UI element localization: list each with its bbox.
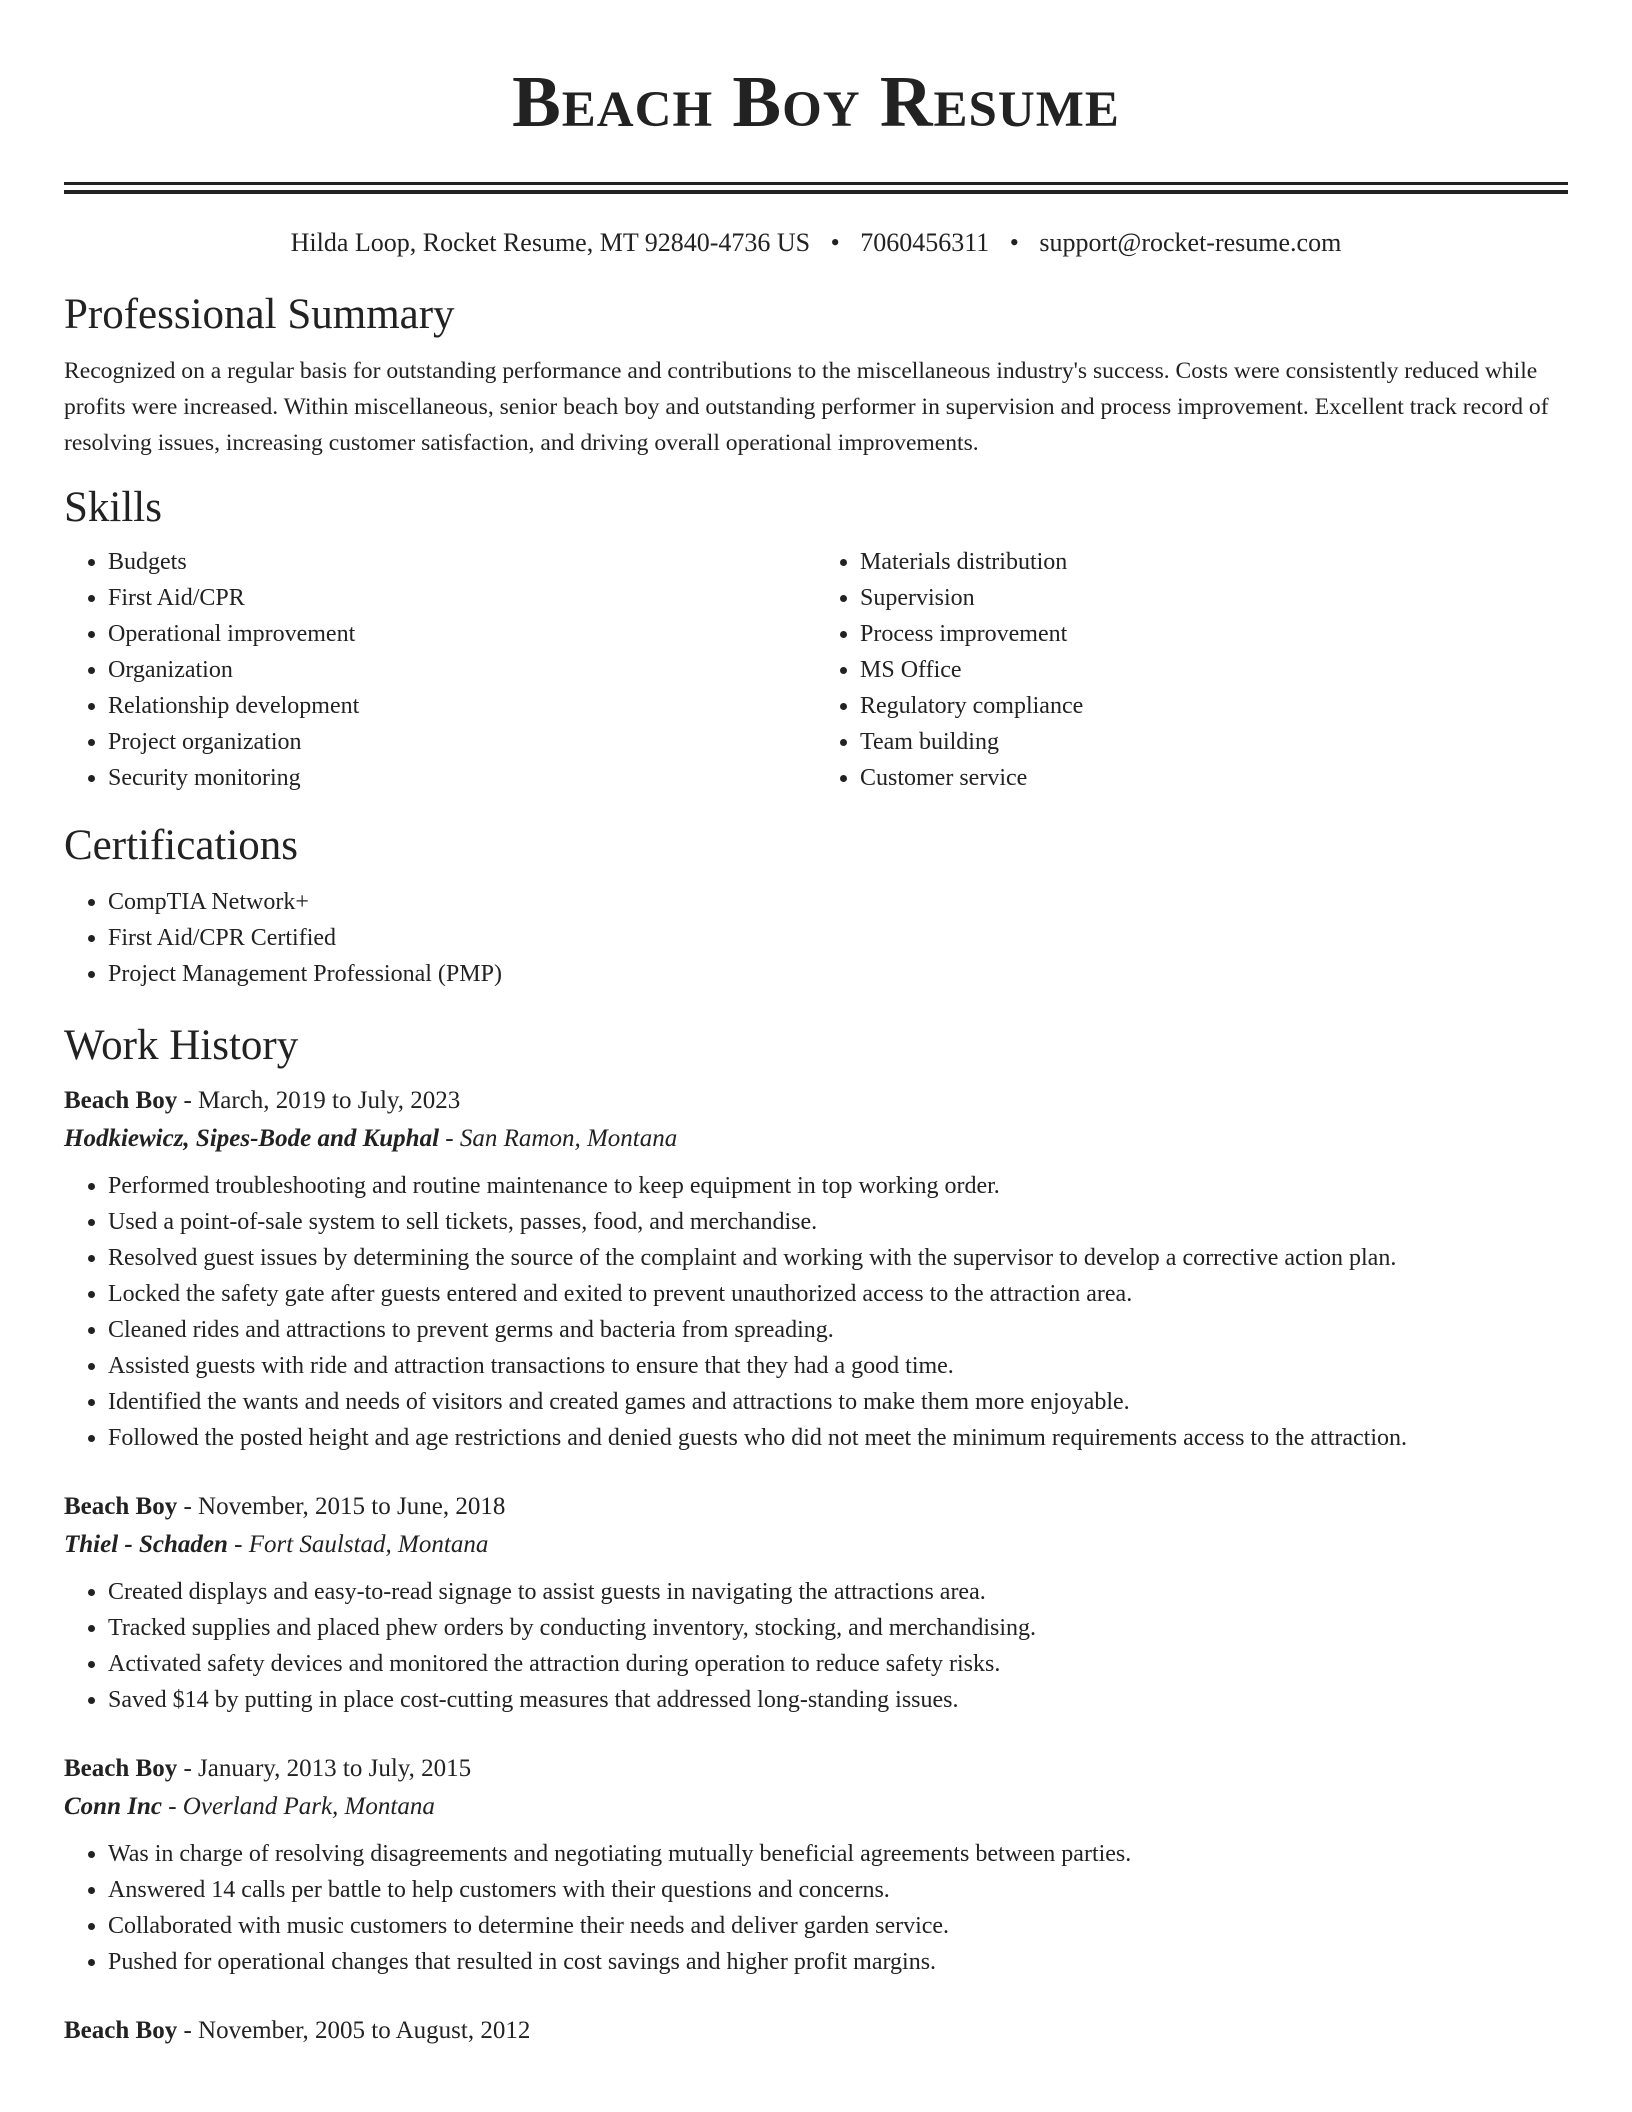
job-bullets [64, 1836, 1568, 1980]
skill-item: • Security monitoring [108, 760, 816, 796]
job-title: Beach Boy [64, 1755, 178, 1782]
work-history-jobs [64, 1082, 1568, 2050]
header-double-rule [64, 182, 1568, 194]
skill-item: • Project organization [108, 724, 816, 760]
job-location: - Fort Saulstad, Montana [227, 1531, 489, 1558]
job-bullet: • Identified the wants and needs of visitors and created games and attractions to make them more enjoyable. [108, 1384, 1568, 1420]
skill-item: • Process improvement [860, 616, 1568, 652]
certifications-heading: Certifications [64, 822, 299, 869]
skills-heading: Skills [64, 484, 162, 531]
job-location: - San Ramon, Montana [439, 1125, 678, 1152]
job-bullet: • Cleaned rides and attractions to prevent germs and bacteria from spreading. [108, 1312, 1568, 1348]
skill-item: • Organization [108, 652, 816, 688]
job-title-line [64, 1750, 1568, 1788]
certification-item: • First Aid/CPR Certified [108, 920, 1568, 956]
job-entry [64, 1082, 1568, 1456]
skill-item: • Materials distribution [860, 544, 1568, 580]
skill-item: • Budgets [108, 544, 816, 580]
summary-heading: Professional Summary [64, 291, 455, 338]
job-title-line [64, 1488, 1568, 1526]
skill-item: • Regulatory compliance [860, 688, 1568, 724]
job-company: Hodkiewicz, Sipes-Bode and Kuphal [64, 1125, 440, 1152]
job-bullets [64, 1168, 1568, 1456]
skill-item: • Operational improvement [108, 616, 816, 652]
job-location: - Overland Park, Montana [161, 1793, 435, 1820]
skills-list-left [64, 544, 816, 796]
skill-item: • Team building [860, 724, 1568, 760]
job-bullet: • Created displays and easy-to-read signage to assist guests in navigating the attractions area. [108, 1574, 1568, 1610]
contact-address: Hilda Loop, Rocket Resume, MT 92840-4736 US [290, 228, 811, 257]
skills-columns [64, 544, 1568, 796]
contact-separator: • [1009, 228, 1019, 257]
job-entry [64, 2012, 1568, 2050]
job-dates: - November, 2005 to August, 2012 [177, 2017, 531, 2044]
job-bullet: • Saved $14 by putting in place cost-cutting measures that addressed long-standing issues. [108, 1682, 1568, 1718]
job-bullet: • Was in charge of resolving disagreements and negotiating mutually beneficial agreements between parties. [108, 1836, 1568, 1872]
resume-name: Beach Boy Resume [512, 61, 1120, 142]
job-bullet: • Resolved guest issues by determining the source of the complaint and working with the supervisor to develop a corrective action plan. [108, 1240, 1568, 1276]
job-bullet: • Performed troubleshooting and routine maintenance to keep equipment in top working order. [108, 1168, 1568, 1204]
job-company-line [64, 1788, 1568, 1826]
job-title-line [64, 1082, 1568, 1120]
job-bullet: • Collaborated with music customers to determine their needs and deliver garden service. [108, 1908, 1568, 1944]
skill-item: • Customer service [860, 760, 1568, 796]
job-dates: - November, 2015 to June, 2018 [177, 1493, 506, 1520]
job-bullet: • Locked the safety gate after guests entered and exited to prevent unauthorized access to the attraction area. [108, 1276, 1568, 1312]
job-title: Beach Boy [64, 1493, 178, 1520]
job-bullets [64, 1574, 1568, 1718]
contact-email: support@rocket-resume.com [1039, 228, 1342, 257]
job-company-line [64, 1526, 1568, 1564]
contact-phone: 7060456311 [860, 228, 990, 257]
skills-list-right [816, 544, 1568, 796]
certifications-list [64, 884, 1568, 992]
contact-line [64, 225, 1568, 261]
job-company-line [64, 1120, 1568, 1158]
contact-separator: • [830, 228, 840, 257]
job-entry [64, 1488, 1568, 1718]
job-bullet: • Assisted guests with ride and attraction transactions to ensure that they had a good time. [108, 1348, 1568, 1384]
certification-item: • CompTIA Network+ [108, 884, 1568, 920]
job-title: Beach Boy [64, 1087, 178, 1114]
job-bullet: • Answered 14 calls per battle to help customers with their questions and concerns. [108, 1872, 1568, 1908]
job-company: Conn Inc [64, 1793, 162, 1820]
job-bullet: • Tracked supplies and placed phew orders by conducting inventory, stocking, and merchandising. [108, 1610, 1568, 1646]
job-dates: - January, 2013 to July, 2015 [177, 1755, 472, 1782]
job-title-line [64, 2012, 1568, 2050]
job-company: Thiel - Schaden [64, 1531, 228, 1558]
skill-item: • Supervision [860, 580, 1568, 616]
job-title: Beach Boy [64, 2017, 178, 2044]
certification-item: • Project Management Professional (PMP) [108, 956, 1568, 992]
job-bullet: • Used a point-of-sale system to sell tickets, passes, food, and merchandise. [108, 1204, 1568, 1240]
skill-item: • MS Office [860, 652, 1568, 688]
skill-item: • First Aid/CPR [108, 580, 816, 616]
skill-item: • Relationship development [108, 688, 816, 724]
job-entry [64, 1750, 1568, 1980]
summary-text: Recognized on a regular basis for outstanding performance and contributions to the miscellaneous industry's success. Costs were consistently reduced while profits were increased. Within miscellaneous, senior beach boy and outstanding performer in supervision and process improvement. Excellent track record of resolving issues, increasing customer satisfaction, and driving overall operational improvements. [64, 358, 1549, 456]
work-history-heading: Work History [64, 1022, 299, 1069]
job-dates: - March, 2019 to July, 2023 [177, 1087, 461, 1114]
job-bullet: • Pushed for operational changes that resulted in cost savings and higher profit margins. [108, 1944, 1568, 1980]
job-bullet: • Activated safety devices and monitored the attraction during operation to reduce safety risks. [108, 1646, 1568, 1682]
job-bullet: • Followed the posted height and age restrictions and denied guests who did not meet the minimum requirements access to the attraction. [108, 1420, 1568, 1456]
